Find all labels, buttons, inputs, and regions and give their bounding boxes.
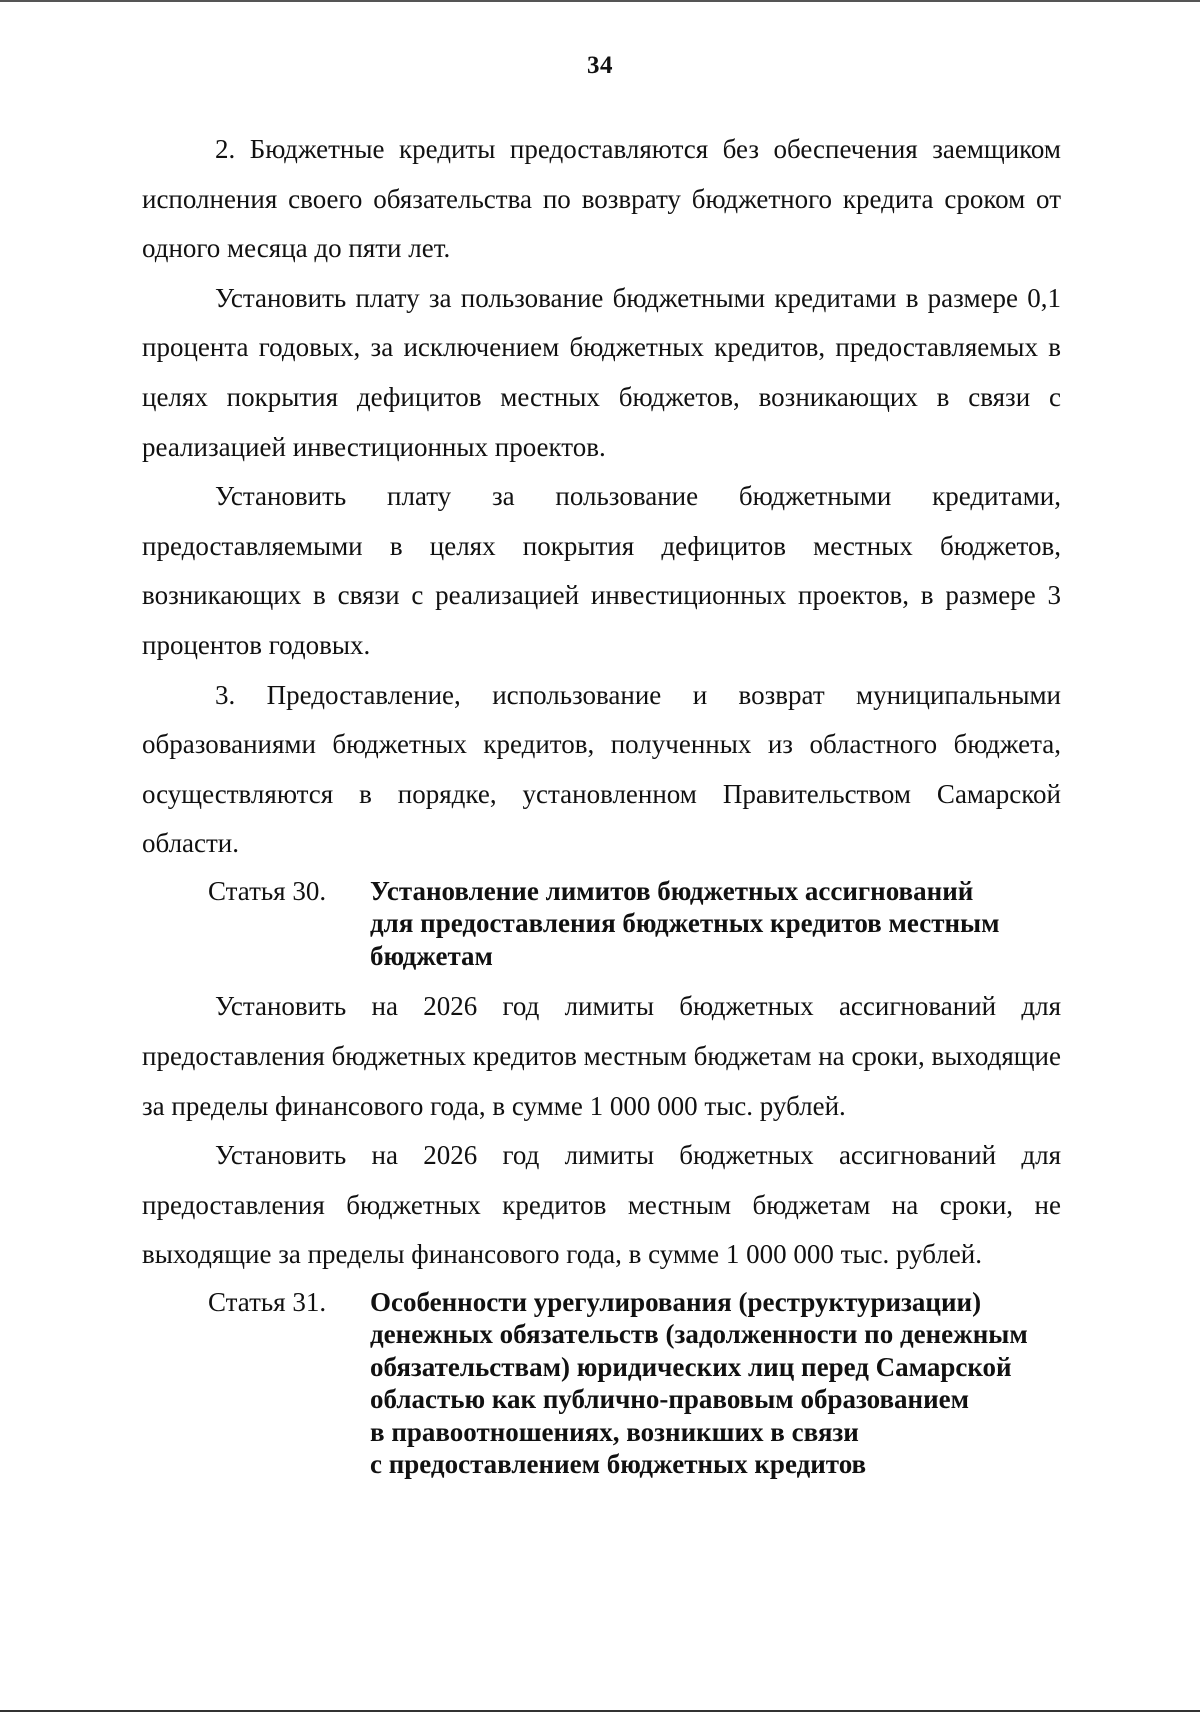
paragraph-limit-within-year: Установить на 2026 год лимиты бюджетных ассигнований для предоставления бюджетных кредитов местным бюджетам на сроки, не выходящие за пределы финансового года, в сумме 1 000 000 тыс. рублей.	[142, 1140, 1061, 1270]
article-31-heading	[142, 1286, 1061, 1481]
document-body	[142, 125, 1061, 1491]
paragraph-fee-3-percent: Установить плату за пользование бюджетными кредитами, предоставляемыми в целях покрытия дефицитов местных бюджетов, возникающих в связи с реализацией инвестиционных проектов, в размере 3 процентов годовых.	[142, 481, 1061, 660]
paragraph-procedure: 3. Предоставление, использование и возврат муниципальными образованиями бюджетных кредитов, полученных из областного бюджета, осуществляются в порядке, установленном Правительством Самарской области.	[142, 679, 1061, 859]
scan-edge-top	[0, 0, 1200, 2]
paragraph-limit-beyond-year: Установить на 2026 год лимиты бюджетных ассигнований для предоставления бюджетных кредитов местным бюджетам на сроки, выходящие за пределы финансового года, в сумме 1 000 000 тыс. рублей.	[142, 991, 1061, 1121]
article-30-heading	[142, 875, 1061, 973]
article-31-label: Статья 31.	[208, 1286, 327, 1317]
page-number: 34	[587, 52, 613, 79]
paragraph-fee-0-1-percent: Установить плату за пользование бюджетными кредитами в размере 0,1 процента годовых, за исключением бюджетных кредитов, предоставляемых в целях покрытия дефицитов местных бюджетов, возникающих в связи с реализацией инвестиционных проектов.	[142, 282, 1061, 462]
article-30-label: Статья 30.	[208, 875, 327, 906]
article-30-title: Установление лимитов бюджетных ассигнований для предоставления бюджетных кредитов местным бюджетам	[370, 875, 1000, 971]
paragraph-credit-terms: 2. Бюджетные кредиты предоставляются без обеспечения заемщиком исполнения своего обязательства по возврату бюджетного кредита сроком от одного месяца до пяти лет.	[142, 134, 1061, 264]
scan-edge-bottom	[0, 1710, 1200, 1712]
article-31-title: Особенности урегулирования (реструктуризации) денежных обязательств (задолженности по денежным обязательствам) юридических лиц перед Самарской областью как публично-правовым образованием в правоотношениях, возникших в связи с предоставлением бюджетных кредитов	[370, 1286, 1028, 1480]
